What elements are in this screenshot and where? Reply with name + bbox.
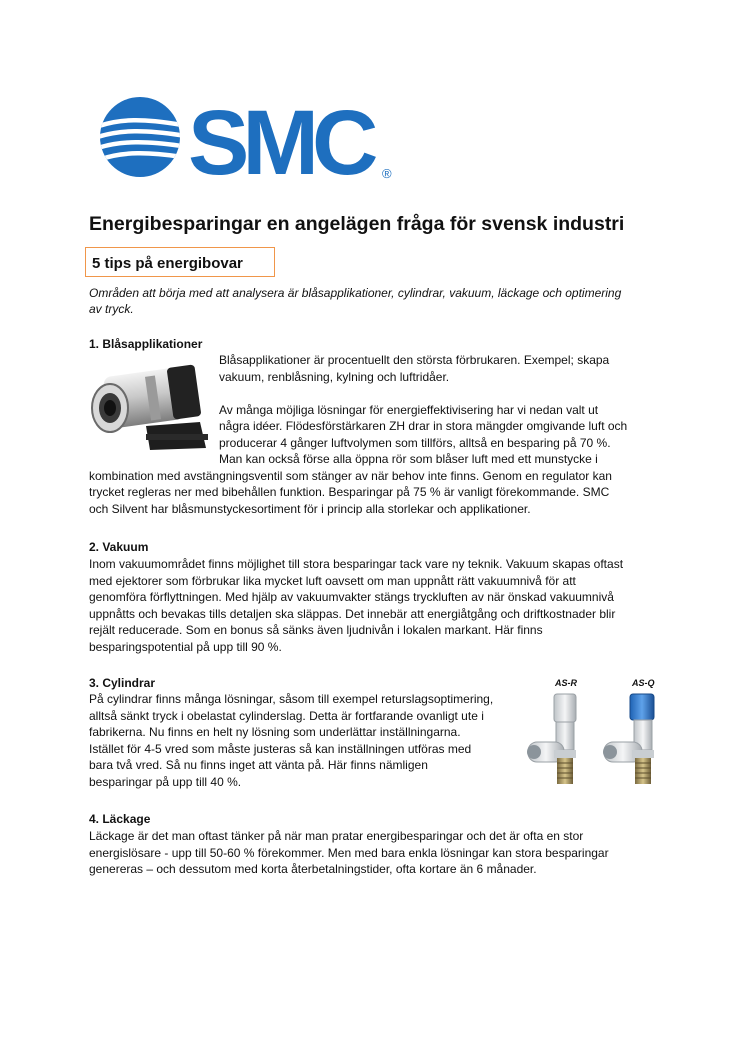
section-heading-cylindrar: 3. Cylindrar (89, 676, 156, 690)
section-body-blasapplikationer-top: Blåsapplikationer är procentuellt den största förbrukaren. Exempel; skapa vakuum, renblåsning, kylning och luftridåer. Av många möjliga lösningar för energieffektivisering har vi nedan valt ut några idéer. Flödesförstärkaren ZH drar in stora mängder omgivande luft och producerar 4 gånger luftvolymen som tillförs, alltså en besparing på 70 %. Man kan också förse alla öppna rör som blåser luft med ett munstycke i (219, 353, 628, 466)
globe-mark (88, 94, 198, 184)
section-body-cylindrar: På cylindrar finns många lösningar, såsom till exempel returslagsoptimering, alltså sänkt tryck i obelastat cylinderslag. Detta är fortfarande ovanligt ute i fabrikerna. Nu finns en helt ny lösning som underlättar inställningarna. Istället för 4-5 vred som måste justeras så kan inställningen utföras med bara två vred. Så nu finns inget att vänta på. Här finns nämligen besparingar på upp till 40 %. (89, 692, 494, 789)
page-title: Energibesparingar en angelägen fråga för svensk industri (89, 213, 625, 235)
registered-mark: ® (382, 166, 392, 181)
section-body-lackage: Läckage är det man oftast tänker på när man pratar energibesparingar och det är ofta en stor energislösare - upp till 50-60 % förekommer. Men med bara enkla lösningar kan stora besparingar genereras – och dessutom med korta återbetalningstider, ofta kortare än 6 månader. (89, 829, 609, 876)
section-body-vakuum: Inom vakuumområdet finns möjlighet till stora besparingar tack vare ny teknik. Vakuum skapas oftast med ejektorer som förbrukar lika mycket luft oavsett om man uppnått rätt vakuumnivå för att genomföra förflyttningen. Med hjälp av vakuumvakter stängs tryckluften av när önskad vakuumnivå uppnåtts och bevakas tills detaljen ska släppas. Det innebär att energiåtgång och driftkostnader blir rejält reducerade. Som en bonus så sänks även ljudnivån i lokalen markant. Här finns besparingspotential på upp till 90 %. (89, 557, 624, 654)
flow-amplifier-photo (88, 352, 210, 454)
logo-text: SMC (188, 94, 372, 184)
section-body-blasapplikationer-bottom: kombination med avstängningsventil som stänger av när behov inte finns. Genom en regulator kan trycket regleras ner med bibehållen funktion. Besparingar på 75 % är vanligt förekommande. SMC och Silvent har blåsmunstyckesortiment för i princip alla storlekar och applikationer. (89, 468, 612, 516)
section-heading-lackage: 4. Läckage (89, 812, 151, 826)
label-as-r: AS-R (555, 678, 577, 688)
section-heading-blasapplikationer: 1. Blåsapplikationer (89, 337, 203, 351)
smc-logo (88, 94, 400, 184)
label-as-q: AS-Q (632, 678, 655, 688)
section-heading-vakuum: 2. Vakuum (89, 540, 149, 554)
intro-text: Områden att börja med att analysera är blåsapplikationer, cylindrar, vakuum, läckage och optimering av tryck. (89, 286, 622, 316)
subtitle: 5 tips på energibovar (92, 255, 243, 272)
speed-controllers-photo (524, 690, 674, 792)
